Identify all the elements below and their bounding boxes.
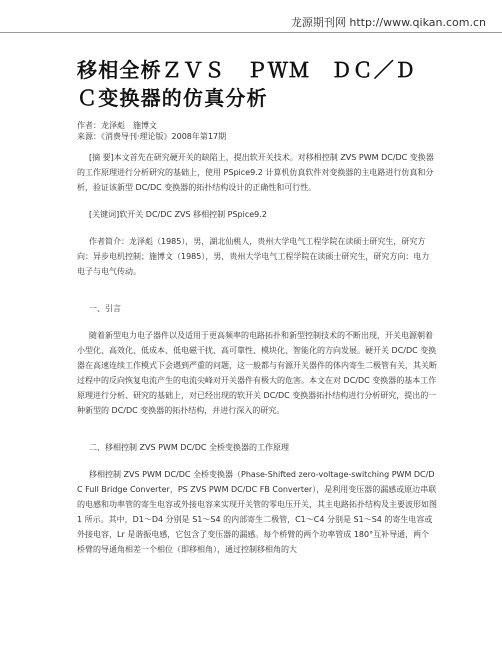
author-bio: 作者简介：龙泽彪（1985），男，湖北仙桃人，贵州大学电气工程学院在读硕士研究生，研究方向：异步电机控制；施博文（1985），男，贵州大学电气工程学院在读硕士研究生，研究方向：电力电子与电气传动。 [77,237,430,276]
section-heading-principle: 二、移相控制 ZVS PWM DC/DC 全桥变换器的工作原理 [89,443,290,452]
section-body-principle: 移相控制 ZVS PWM DC/DC 全桥变换器（Phase-Shifted zero-voltage-switching PWM DC/DC Full Bridge Converter，PS ZVS PWM DC/DC FB Converter），是利用变压器的漏感或原边串联的电感和功率管的寄生电容或外接电容来实现开关管的零电压开关，其主电路拓扑结构及主要波形如图 1 所示。其中，D1～D4 分别是 S1～S4 的内部寄生二极管，C1～C4 分别是 S1～S4 的寄生电容或外接电容，Lr 是谐振电感，它包含了变压器的漏感。每个桥臂的两个功率管成 180°互补导通，两个桥臂的导通角相差一个相位（即移相角），通过控制移相角的大 [77,470,437,554]
article-meta [77,120,437,142]
section-heading-intro: 一、引言 [89,304,121,313]
abstract: [摘 要]本文首先在研究硬开关的缺陷上，提出软开关技术。对移相控制 ZVS PWM DC/DC 变换器的工作原理进行分析研究的基础上，使用 PSpice9.2 计算机仿真软件对变换器的主电路进行仿真和分析，验证该新型 DC/DC 变换器的拓扑结构设计的正确性和可行性。 [77,153,434,192]
article-author: 作者：龙泽彪 施博文 [77,121,157,130]
section-body-intro: 随着新型电力电子器件以及适用于更高频率的电路拓扑和新型控制技术的不断出现，开关电源朝着小型化、高效化、低成本、低电磁干扰、高可靠性、模块化、智能化的方向发展。硬开关 DC/DC 变换器在高速连续工作模式下会遇到严重的问题，这一般都与有源开关器件的体内寄生二极管有关，其关断过程中的反向恢复电流产生的电流尖峰对开关器件有极大的危害。本文在对 DC/DC 变换器的基本工作原理进行分析、研究的基础上，对已经出现的软开关 DC/DC 变换器拓扑结构进行分析研究，提出的一种新型的 DC/DC 变换器的拓扑结构，并进行深入的研究。 [77,331,437,415]
site-header[interactable]: 龙源期刊网 http://www.qikan.com.cn [290,16,486,29]
article-source: 来源：《消费导刊·理论版》2008年第17期 [77,132,227,141]
article-title: 移相全桥ＺＶＳ ＰＷＭ ＤＣ／ＤＣ变换器的仿真分析 [77,58,417,110]
article-body [77,56,437,557]
keywords: [关键词]软开关 DC/DC ZVS 移相控制 PSpice9.2 [89,210,267,219]
header-divider [0,32,502,33]
